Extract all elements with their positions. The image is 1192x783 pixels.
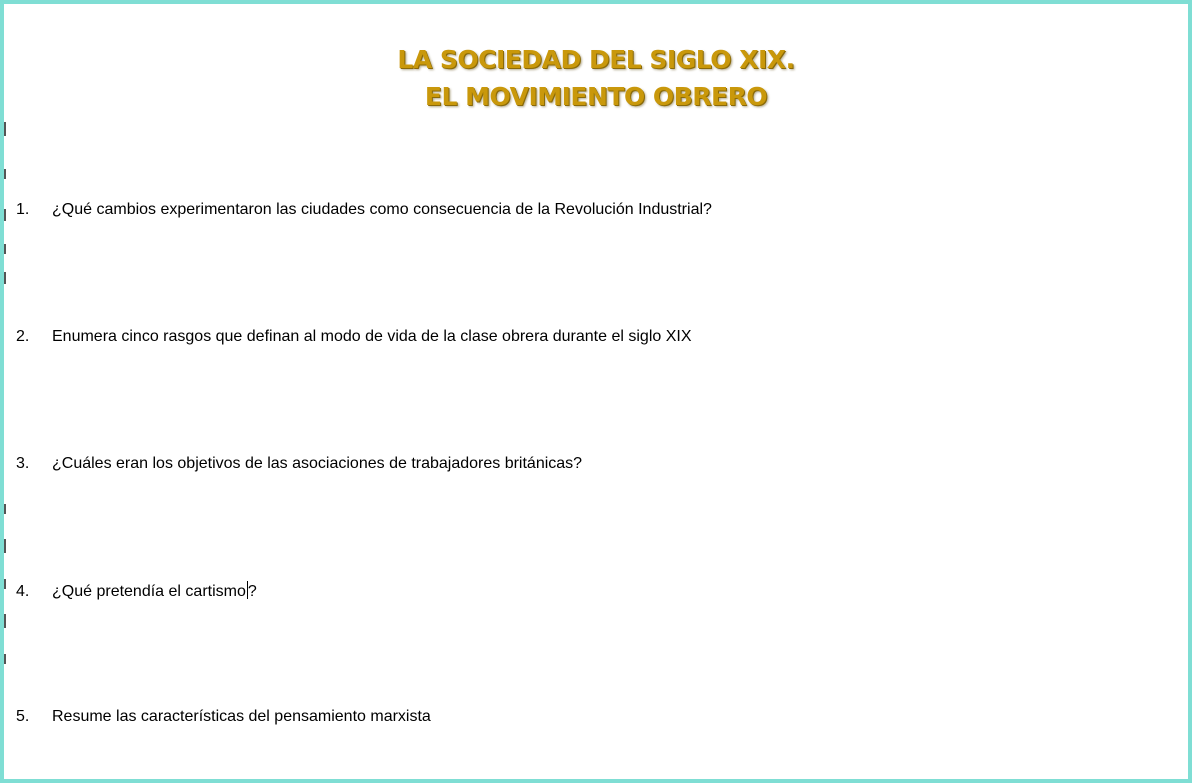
- question-1[interactable]: [16, 200, 712, 220]
- question-number: 2.: [16, 328, 30, 345]
- question-text: ¿Qué cambios experimentaron las ciudades como consecuencia de la Revolución Industrial?: [52, 201, 712, 218]
- question-text: ¿Cuáles eran los objetivos de las asociaciones de trabajadores británicas?: [52, 455, 583, 472]
- question-3[interactable]: [16, 454, 582, 474]
- left-margin-marks: [4, 4, 7, 783]
- question-text-after-cursor: ?: [247, 583, 257, 600]
- question-number: 5.: [16, 708, 30, 725]
- question-4[interactable]: [16, 581, 257, 602]
- question-number: 1.: [16, 201, 30, 218]
- document-title: [4, 41, 1188, 115]
- question-5[interactable]: [16, 707, 431, 727]
- question-text-before-cursor: ¿Qué pretendía el cartismo: [52, 583, 246, 600]
- title-line-2: EL MOVIMIENTO OBRERO: [424, 82, 768, 111]
- title-line-1: LA SOCIEDAD DEL SIGLO XIX.: [397, 45, 795, 74]
- question-2[interactable]: [16, 327, 692, 347]
- question-number: 4.: [16, 583, 30, 600]
- question-text: Enumera cinco rasgos que definan al modo de vida de la clase obrera durante el siglo XIX: [52, 328, 692, 345]
- question-number: 3.: [16, 455, 30, 472]
- question-text: Resume las características del pensamiento marxista: [52, 708, 431, 725]
